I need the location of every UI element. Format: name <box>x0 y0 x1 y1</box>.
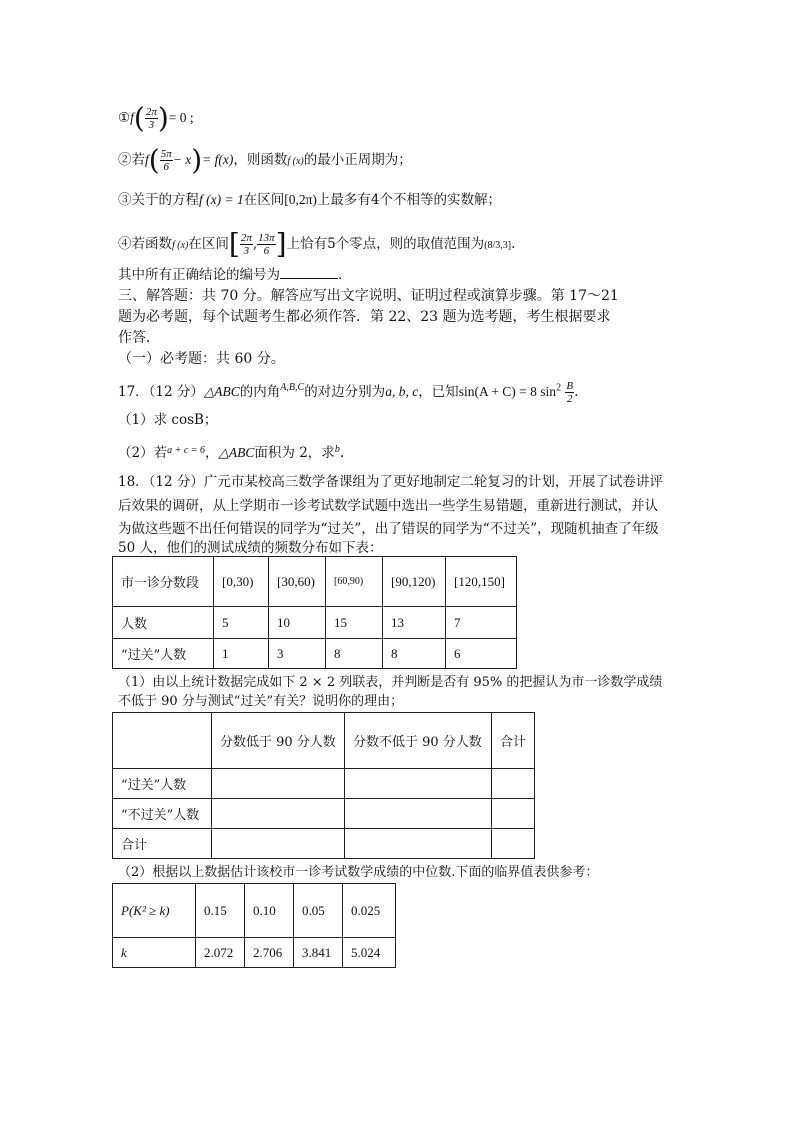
answer-cell[interactable] <box>345 769 492 799</box>
table-row: 分数低于 90 分人数 分数不低于 90 分人数 合计 <box>113 713 535 769</box>
fraction: $\frac{2\pi}{3}$ <box>240 232 252 257</box>
answer-cell[interactable] <box>345 799 492 829</box>
q18-part1-line1: （1）由以上统计数据完成如下 2 × 2 列联表，并判断是否有 95% 的把握认为市一诊数学成绩 <box>118 675 663 690</box>
statement-4: ④若函数f (x)在区间[ $\frac{2\pi}{3}$ , $\frac{13\pi}{6}$ ]上恰有5个零点，则的取值范围为(8/3,3]. <box>118 227 516 261</box>
fraction: $\frac{13\pi}{6}$ <box>258 232 275 257</box>
table-row: 市一诊分数段 [0,30) [30,60) [60,90) [90,120) [120,150] <box>113 557 517 607</box>
section3-line3: 作答． <box>118 330 160 346</box>
section3-line1: 三、解答题：共 70 分。解答应写出文字说明、证明过程或演算步骤。第 17～21 <box>118 288 619 304</box>
answer-cell[interactable] <box>345 829 492 859</box>
answer-cell[interactable] <box>212 799 345 829</box>
answer-cell[interactable] <box>492 769 535 799</box>
fraction: $\frac{5\pi}{6}$ <box>160 148 172 173</box>
q17-part1: （1）求 cosB； <box>118 412 218 428</box>
q18-line1: 18．（12 分）广元市某校高三数学备课组为了更好地制定二轮复习的计划，开展了试卷讲评 <box>118 474 663 490</box>
table-row: 人数 5 10 15 13 7 <box>113 607 517 639</box>
fraction: $\frac{2\pi}{3}$ <box>145 106 157 131</box>
frequency-table <box>112 556 517 669</box>
section3-line2: 题为必考题，每个试题考生都必须作答．第 22、23 题为选考题，考生根据要求 <box>118 309 611 325</box>
statement-2: ②若f( $\frac{5\pi}{6}$ − x)= f(x)，则函数f (x)的最小正周期为； <box>118 143 412 177</box>
answer-cell[interactable] <box>212 769 345 799</box>
fraction: $\frac{B}{2}$ <box>566 380 574 405</box>
q18-part1-line2: 不低于 90 分与测试“过关”有关？说明你的理由； <box>118 694 404 709</box>
statement-3: ③关于的方程f (x) = 1在区间[0,2π)上最多有4个不相等的实数解； <box>118 192 501 208</box>
answer-cell[interactable] <box>212 829 345 859</box>
table-row: P(K² ≥ k) 0.15 0.10 0.05 0.025 <box>113 884 396 938</box>
q17-stem: 17．（12 分）△ABC的内角$^{A,B,C}$的对边分别为a, b, c，已知sin(A + C) = 8 $\sin^2$ $\frac{B}{2}$ . <box>118 380 579 405</box>
table-row: “过关”人数 <box>113 769 535 799</box>
q18-line2: 后效果的调研，从上学期市一诊考试数学试题中选出一些学生易错题，重新进行测试，并认 <box>118 498 658 514</box>
statement-1: ①f( $\frac{2\pi}{3}$ )= 0 ; <box>118 101 194 135</box>
answer-cell[interactable] <box>492 799 535 829</box>
q17-part2: （2）若$^{a + c = 6}$，△ABC面积为 2，求$^b$. <box>118 444 345 461</box>
q18-line3: 为做这些题不出任何错误的同学为“过关”，出了错误的同学为“不过关”，现随机抽查了年级 <box>118 521 659 537</box>
table-row: “不过关”人数 <box>113 799 535 829</box>
table-row: 合计 <box>113 829 535 859</box>
answer-cell[interactable] <box>492 829 535 859</box>
table-row: k 2.072 2.706 3.841 5.024 <box>113 938 396 968</box>
table-row: “过关”人数 1 3 8 8 6 <box>113 639 517 669</box>
q18-part2: （2）根据以上数据估计该校市一诊考试数学成绩的中位数.下面的临界值表供参考： <box>118 865 599 880</box>
conclusion-line: 其中所有正确结论的编号为 . <box>118 264 342 285</box>
critical-value-table <box>112 883 396 968</box>
answer-blank[interactable] <box>280 264 338 279</box>
contingency-table <box>112 712 535 859</box>
section3-sub: （一）必考题：共 60 分。 <box>118 351 285 367</box>
q18-line4: 50 人，他们的测试成绩的频数分布如下表： <box>118 540 383 556</box>
